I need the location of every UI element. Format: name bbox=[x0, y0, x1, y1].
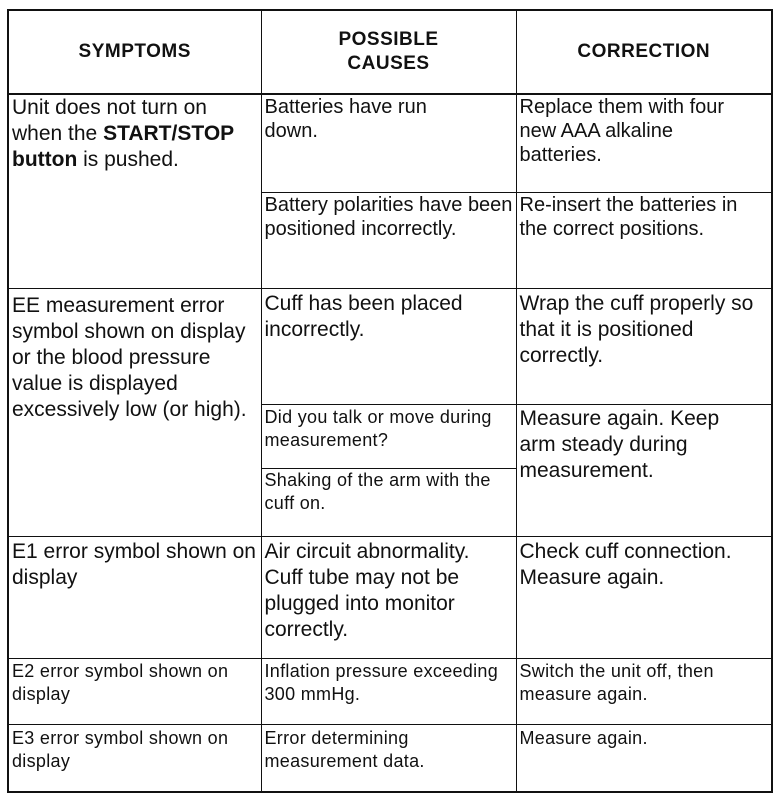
header-possible-causes bbox=[261, 10, 516, 94]
header-correction: CORRECTION bbox=[516, 10, 772, 94]
table-row bbox=[8, 288, 772, 404]
cause-batteries-run-down: Batteries have run down. bbox=[261, 94, 516, 192]
troubleshooting-table bbox=[7, 9, 773, 793]
correction-check-cuff-connection: Check cuff connection. Measure again. bbox=[516, 536, 772, 658]
cause-inflation-pressure: Inflation pressure exceeding 300 mmHg. bbox=[261, 658, 516, 724]
cause-cuff-placed-incorrectly: Cuff has been placed incorrectly. bbox=[261, 288, 516, 404]
correction-measure-again: Measure again. bbox=[516, 724, 772, 792]
cause-talk-or-move: Did you talk or move during measurement? bbox=[261, 404, 516, 468]
correction-replace-batteries: Replace them with four new AAA alkaline batteries. bbox=[516, 94, 772, 192]
table-row bbox=[8, 724, 772, 792]
symptom-bold-stop: STOP button bbox=[12, 122, 234, 171]
cause-arm-shaking: Shaking of the arm with the cuff on. bbox=[261, 468, 516, 536]
symptom-ee-error: EE measurement error symbol shown on display or the blood pressure value is displayed excessively low (or high). bbox=[8, 288, 261, 536]
correction-measure-again-steady: Measure again. Keep arm steady during measurement. bbox=[516, 404, 772, 536]
symptom-unit-no-power bbox=[8, 94, 261, 288]
symptom-bold-start: START bbox=[103, 122, 172, 145]
symptom-e3-error: E3 error symbol shown on display bbox=[8, 724, 261, 792]
table-row bbox=[8, 94, 772, 192]
table-row bbox=[8, 658, 772, 724]
symptom-text: is pushed. bbox=[77, 148, 179, 171]
header-row bbox=[8, 10, 772, 94]
symptom-e2-error: E2 error symbol shown on display bbox=[8, 658, 261, 724]
header-symptoms: SYMPTOMS bbox=[8, 10, 261, 94]
symptom-e1-error: E1 error symbol shown on display bbox=[8, 536, 261, 658]
cause-battery-polarity: Battery polarities have been positioned incorrectly. bbox=[261, 192, 516, 288]
header-causes-line1: POSSIBLE bbox=[338, 29, 439, 50]
symptom-text: Unit does not turn on when the bbox=[12, 96, 207, 145]
header-causes-line2: CAUSES bbox=[347, 53, 430, 74]
correction-switch-off: Switch the unit off, then measure again. bbox=[516, 658, 772, 724]
table-row bbox=[8, 536, 772, 658]
cause-air-circuit: Air circuit abnormality. Cuff tube may not be plugged into monitor correctly. bbox=[261, 536, 516, 658]
correction-wrap-cuff: Wrap the cuff properly so that it is positioned correctly. bbox=[516, 288, 772, 404]
symptom-separator: / bbox=[171, 122, 178, 145]
correction-reinsert-batteries: Re-insert the batteries in the correct positions. bbox=[516, 192, 772, 288]
cause-determining-data: Error determining measurement data. bbox=[261, 724, 516, 792]
